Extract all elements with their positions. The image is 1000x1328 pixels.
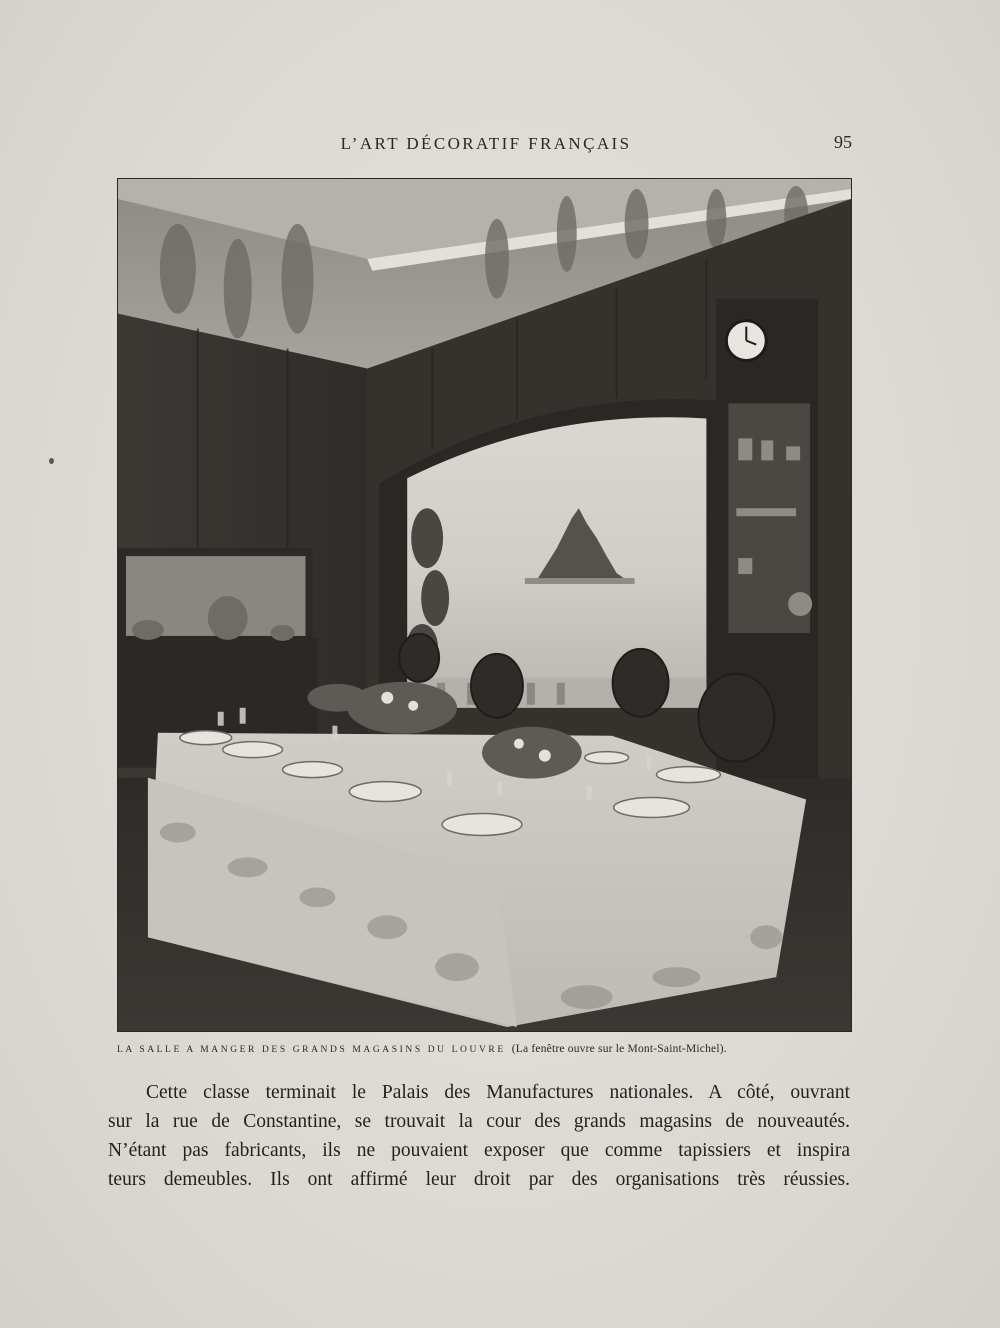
body-paragraph (108, 1078, 850, 1194)
body-line: teurs demeubles. Ils ont affirmé leur droit par des organisations très réussies. (108, 1169, 850, 1190)
caption-note: (La fenêtre ouvre sur le Mont-Saint-Michel). (511, 1043, 727, 1055)
photograph-illustration (118, 179, 851, 1031)
running-head (118, 134, 854, 160)
dining-room-photograph (117, 178, 852, 1032)
body-line: N’étant pas fabricants, ils ne pouvaient exposer que comme tapissiers et inspira (108, 1140, 850, 1161)
running-title: L’ART DÉCORATIF FRANÇAIS (340, 134, 632, 153)
page-number: 95 (834, 132, 852, 152)
body-line: sur la rue de Constantine, se trouvait la cour des grands magasins de nouveautés. (108, 1111, 850, 1132)
caption-title: LA SALLE A MANGER DES GRANDS MAGASINS DU LOUVRE (117, 1045, 506, 1055)
body-line: Cette classe terminait le Palais des Manufactures nationales. A côté, ouvrant (146, 1082, 850, 1103)
margin-speck (49, 458, 54, 464)
figure-caption (117, 1043, 852, 1059)
